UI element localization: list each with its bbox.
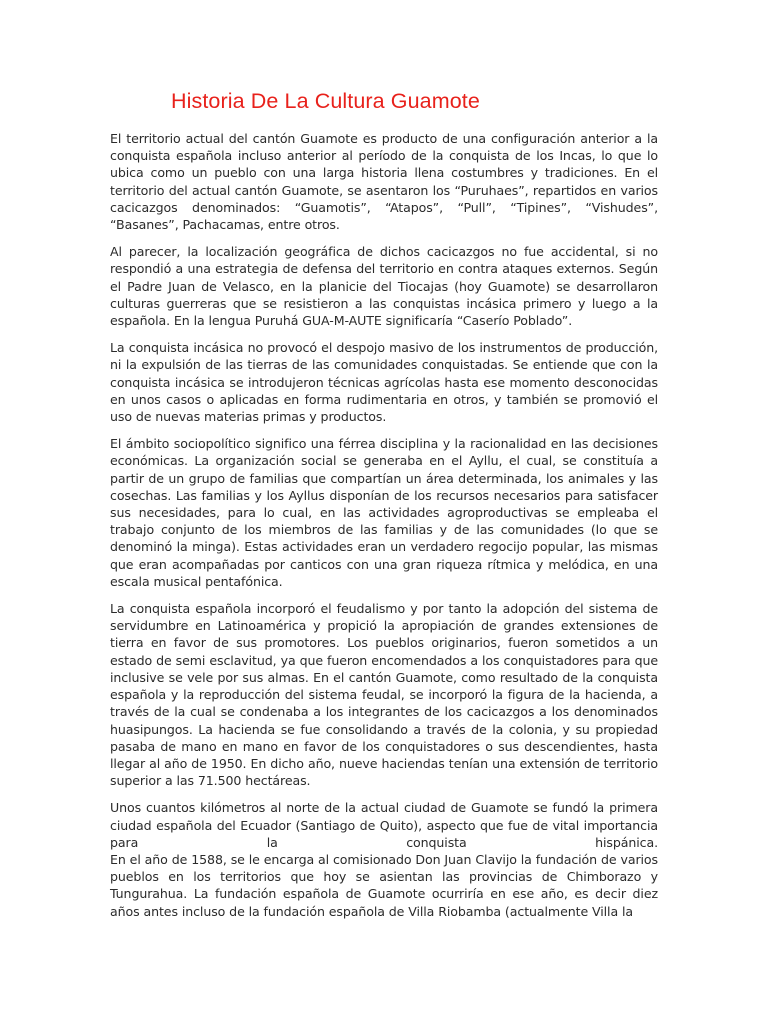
document-page	[110, 86, 658, 920]
paragraph-4: El ámbito sociopolítico significo una férrea disciplina y la racionalidad en las decisiones económicas. La organización social se generaba en el Ayllu, el cual, se constituía a partir de un grupo de familias que compartían un área determinada, los animales y las cosechas. Las familias y los Ayllus disponían de los recursos necesarios para satisfacer sus necesidades, para lo cual, en las actividades agroproductivas se empleaba el trabajo conjunto de los miembros de las familias y de las comunidades (lo que se denominó la minga). Estas actividades eran un verdadero regocijo popular, las mismas que eran acompañadas por canticos con una gran riqueza rítmica y melódica, en una escala musical pentafónica.	[110, 436, 658, 589]
paragraph-2: Al parecer, la localización geográfica de dichos cacicazgos no fue accidental, si no respondió a una estrategia de defensa del territorio en contra ataques externos. Según el Padre Juan de Velasco, en la planicie del Tiocajas (hoy Guamote) se desarrollaron culturas guerreras que se resistieron a las conquistas incásica primero y luego a la española. En la lengua Puruhá GUA-M-AUTE significaría “Caserío Poblado”.	[110, 244, 658, 329]
paragraph-1: El territorio actual del cantón Guamote es producto de una configuración anterior a la conquista española incluso anterior al período de la conquista de los Incas, lo que lo ubica como un pueblo con una larga historia llena costumbres y tradiciones. En el territorio del actual cantón Guamote, se asentaron los “Puruhaes”, repartidos en varios cacicazgos denominados: “Guamotis”, “Atapos”, “Pull”, “Tipines”, “Vishudes”, “Basanes”, Pachacamas, entre otros.	[110, 131, 658, 233]
paragraph-5: La conquista española incorporó el feudalismo y por tanto la adopción del sistema de servidumbre en Latinoamérica y propició la apropiación de grandes extensiones de tierra en favor de sus promotores. Los pueblos originarios, fueron sometidos a un estado de semi esclavitud, ya que fueron encomendados a los conquistadores para que inclusive se vele por sus almas. En el cantón Guamote, como resultado de la conquista española y la reproducción del sistema feudal, se incorporó la figura de la hacienda, a través de la cual se condenaba a los integrantes de los cacicazgos a los denominados huasipungos. La hacienda se fue consolidando a través de la colonia, y su propiedad pasaba de mano en mano en favor de los conquistadores o sus descendientes, hasta llegar al año de 1950. En dicho año, nueve haciendas tenían una extensión de territorio superior a las 71.500 hectáreas.	[110, 601, 658, 789]
document-title: Historia De La Cultura Guamote	[171, 89, 480, 113]
paragraph-6	[110, 799, 658, 919]
paragraph-6-part-1: Unos cuantos kilómetros al norte de la actual ciudad de Guamote se fundó la primera ciudad española del Ecuador (Santiago de Quito), aspecto que fue de vital importancia para la conquista hispánica.	[110, 800, 658, 850]
paragraph-3: La conquista incásica no provocó el despojo masivo de los instrumentos de producción, ni la expulsión de las tierras de las comunidades conquistadas. Se entiende que con la conquista incásica se introdujeron técnicas agrícolas hasta ese momento desconocidas en unos casos o aplicadas en forma rudimentaria en otros, y también se promovió el uso de nuevas materias primas y productos.	[110, 340, 658, 425]
paragraph-6-part-2: En el año de 1588, se le encarga al comisionado Don Juan Clavijo la fundación de varios pueblos en los territorios que hoy se asientan las provincias de Chimborazo y Tungurahua. La fundación española de Guamote ocurriría en ese año, es decir diez años antes incluso de la fundación española de Villa Riobamba (actualmente Villa la	[110, 851, 658, 919]
